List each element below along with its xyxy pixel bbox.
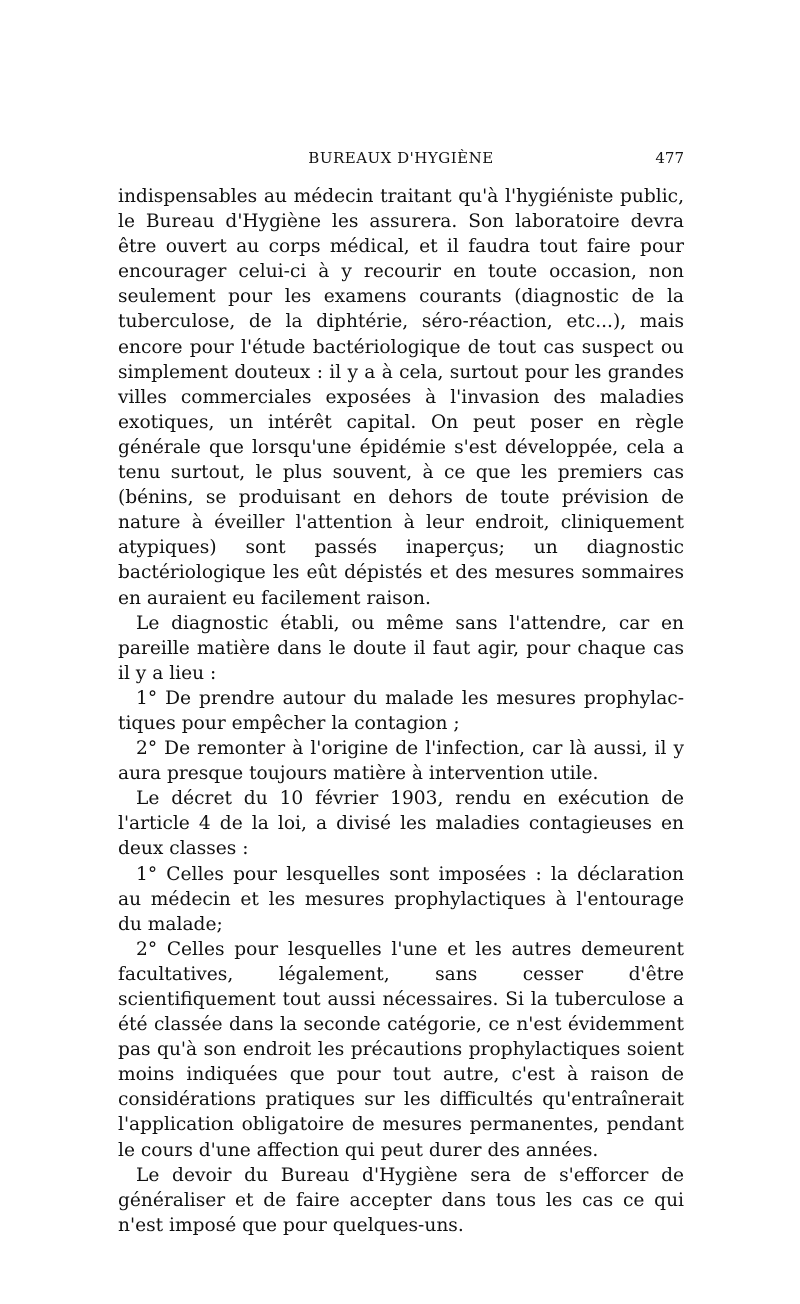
- paragraph: Le devoir du Bureau d'Hygiène sera de s'efforcer de généraliser et de faire accepter dans tous les cas ce qui n'est imposé que pour quelques-uns.: [118, 1164, 684, 1236]
- paragraph: Le diagnostic établi, ou même sans l'attendre, car en pareille matière dans le doute il faut agir, pour chaque cas il y a lieu :: [118, 612, 684, 684]
- paragraph-continued: indispensables au médecin traitant qu'à l'hygiéniste public, le Bureau d'Hygiène les assurera. Son laboratoire devra être ouvert au corps médical, et il faudra tout faire pour encourager celui-ci à y recourir en toute occasion, non seulement pour les examens courants (diagnostic de la tuberculose, de la diphtérie, séro-réaction, etc...), mais encore pour l'étude bactériologique de tout cas suspect ou simplement douteux : il y a à cela, surtout pour les grandes villes commerciales exposées à l'invasion des maladies exotiques, un intérêt capital. On peut poser en règle générale que lorsqu'une épidémie s'est développée, cela a tenu surtout, le plus souvent, à ce que les premiers cas (bénins, se produisant en dehors de toute prévision de nature à éveiller l'attention à leur endroit, cliniquement atypiques) sont passés inaperçus; un diagnostic bactériologique les eût dépistés et des mesures sommaires en auraient eu facilement raison.: [118, 186, 684, 609]
- body-text: [118, 184, 684, 1238]
- paragraph: 1° Celles pour lesquelles sont imposées : la déclaration au médecin et les mesures prophylactiques à l'entourage du malade;: [118, 863, 684, 935]
- paragraph: 1° De prendre autour du malade les mesures prophylactiques pour empêcher la contagion ;: [118, 687, 684, 734]
- paragraph: 2° De remonter à l'origine de l'infection, car là aussi, il y aura presque toujours matière à intervention utile.: [118, 738, 684, 785]
- paragraph: Le décret du 10 février 1903, rendu en exécution de l'article 4 de la loi, a divisé les maladies contagieuses en deux classes :: [118, 788, 684, 860]
- page-number: 477: [655, 149, 684, 167]
- running-head-title: BUREAUX D'HYGIÈNE: [308, 149, 494, 167]
- paragraph: 2° Celles pour lesquelles l'une et les autres demeurent facultatives, légalement, sans cesser d'être scientifiquement tout aussi nécessaires. Si la tuberculose a été classée dans la seconde catégorie, ce n'est évidemment pas qu'à son endroit les précautions prophylactiques soient moins indiquées que pour tout autre, c'est à raison de considérations pratiques sur les difficultés qu'entraînerait l'application obligatoire de mesures permanentes, pendant le cours d'une affection qui peut durer des années.: [118, 938, 684, 1161]
- running-head: [118, 149, 684, 171]
